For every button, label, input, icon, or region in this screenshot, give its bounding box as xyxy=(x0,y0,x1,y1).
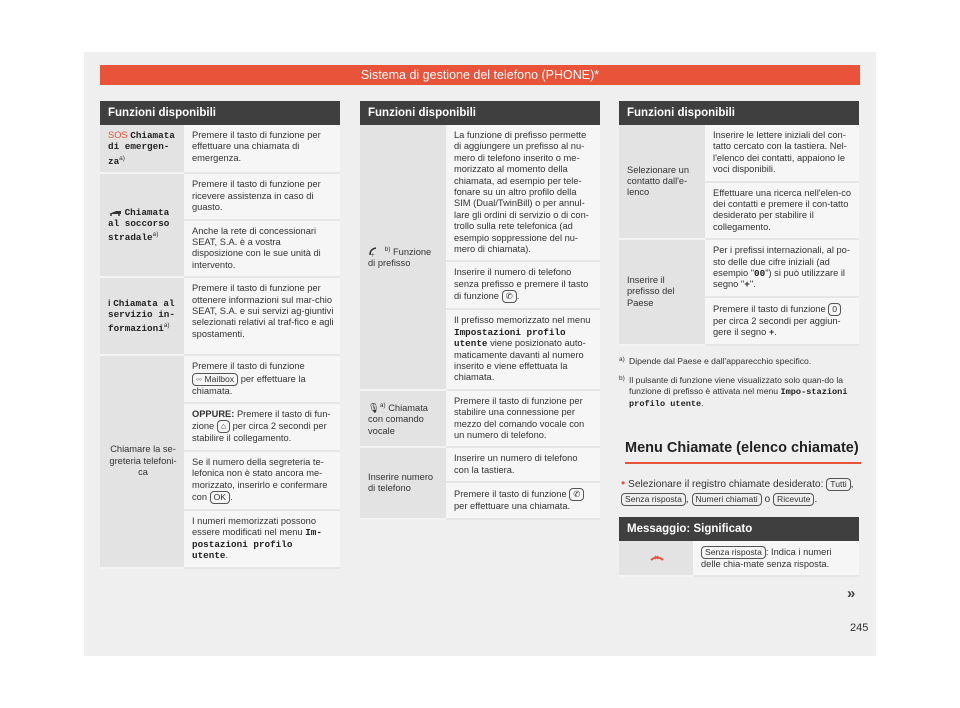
prefix-desc-1: La funzione di prefisso permette di aggiungere un prefisso al nu-mero di telefono inserito o me-morizzato al momento della chiamata, ad esempio per tele-fonare su un altro profilo della SIM (Dual/TwinBill) o per annul-lare gli ordini di servizio o di con-trollo sulla rete telefonica (ad esempio soppressione del nu-mero di chiamata). xyxy=(446,125,600,261)
menu-name: Impostazioni profilo utente xyxy=(454,326,566,350)
phone-prefix-icon xyxy=(368,247,385,257)
voice-cell xyxy=(360,390,446,448)
code: 00 xyxy=(754,268,766,280)
enter-number-desc-1: Inserire un numero di telefono con la tastiera. xyxy=(446,447,600,482)
menu-name: Impo-stazioni profilo utente xyxy=(629,386,848,409)
microphone-icon: 🎙 xyxy=(368,402,380,413)
ok-button: OK xyxy=(210,491,230,504)
text: . xyxy=(701,397,704,408)
text: . xyxy=(225,550,229,561)
enter-number-desc-2 xyxy=(446,482,600,518)
text: . xyxy=(230,492,233,502)
footnote-ref: a) xyxy=(163,322,170,330)
plus-sign: + xyxy=(768,327,775,338)
sos-cell xyxy=(100,125,184,173)
voicemail-desc-4 xyxy=(184,510,340,568)
info-cell xyxy=(100,277,184,355)
mailbox-button xyxy=(192,373,238,386)
text: I numeri memorizzati possono essere modificati nel menu xyxy=(192,516,317,538)
text: Il pulsante di funzione viene visualizzato solo quan-do la funzione di prefisso è attivata nel menu xyxy=(629,374,844,396)
voice-label: Chiamata con comando vocale xyxy=(368,402,428,436)
text: Premere il tasto di funzione xyxy=(192,361,305,372)
footnote-b xyxy=(619,375,859,410)
prefix-desc-2: Inserire il numero di telefono senza prefisso e premere il tasto di funzione ✆ . xyxy=(446,261,600,309)
text: Premere il tasto di fun-zione xyxy=(192,408,331,432)
mailbox-label: Mailbox xyxy=(204,373,235,384)
footnote-marker: b) xyxy=(619,374,625,382)
sos-name: Chiamata di emergen-za xyxy=(108,130,175,167)
voicemail-desc-3 xyxy=(184,451,340,510)
info-name: Chiamata al servizio in-formazioni xyxy=(108,297,175,335)
functions-table-3 xyxy=(619,101,859,577)
all-calls-button: Tutti xyxy=(826,478,850,491)
text: Se il numero della segreteria te-lefonica non è stato ancora me-morizzato, inserirlo e confermare con xyxy=(192,456,328,502)
page-number: 245 xyxy=(850,622,869,634)
text: per effettuare una chiamata. xyxy=(454,501,571,512)
contact-desc-1: Inserire le lettere iniziali del con-tatto cercato con la tastiera. Nel-l'elenco dei contatti, appaiono le voci disponibili. xyxy=(705,125,859,182)
country-desc-2 xyxy=(705,297,859,345)
text: . xyxy=(814,493,818,505)
text: Premere il tasto di funzione xyxy=(713,303,826,314)
phone-prefix-key-icon: ✆ xyxy=(502,290,517,303)
section-header: Sistema di gestione del telefono (PHONE)* xyxy=(100,65,860,85)
roadside-desc-2: Anche la rete di concessionari SEAT, S.A. è a vostra disposizione con le sue unità di intervento. xyxy=(184,220,340,278)
text: Premere il tasto di funzione xyxy=(454,489,567,500)
roadside-cell xyxy=(100,173,184,277)
missed-calls-label: Senza risposta xyxy=(701,546,766,559)
dialed-calls-button: Numeri chiamati xyxy=(692,493,762,506)
text: ". xyxy=(749,279,756,290)
roadside-name: Chiamata al soccorso stradale xyxy=(108,206,170,244)
message-table-heading: Messaggio: Significato xyxy=(619,517,859,541)
text: viene posizionato auto-maticamente davanti al numero inserito e viene effettuata la chiamata. xyxy=(454,338,586,383)
enter-number-label: Inserire numero di telefono xyxy=(360,447,446,518)
text: , xyxy=(850,478,854,490)
sos-desc: Premere il tasto di funzione per effettuare una chiamata di emergenza. xyxy=(184,125,340,173)
voicemail-key-icon: ⌂ xyxy=(217,420,230,433)
missed-call-icon xyxy=(619,541,693,576)
voicemail-desc-2 xyxy=(184,403,340,451)
voicemail-icon: ◦◦ xyxy=(196,373,203,384)
prefix-label: Funzione di prefisso xyxy=(368,246,432,269)
footnote-ref: b) xyxy=(384,245,391,253)
or-label: OPPURE: xyxy=(192,408,235,419)
text: Per i prefissi internazionali, al po-sto delle due cifre iniziali (ad esempio " xyxy=(713,245,850,279)
footnote-ref: a) xyxy=(119,154,125,162)
contact-desc-2: Effettuare una ricerca nell'elen-co dei contatti e premere il con-tatto desiderato per stabilire il collegamento. xyxy=(705,182,859,240)
table-heading: Funzioni disponibili xyxy=(360,101,600,125)
zero-key-button: 0 xyxy=(828,303,841,316)
text: Inserire il numero di telefono senza prefisso e premere il tasto di funzione xyxy=(454,267,589,302)
tow-truck-icon xyxy=(108,207,125,217)
missed-call-desc xyxy=(693,541,859,576)
text: per circa 2 secondi per aggiun-gere il segno xyxy=(713,315,841,338)
table-heading: Funzioni disponibili xyxy=(619,101,859,125)
bullet-select-log xyxy=(621,476,859,507)
text: per circa 2 secondi per stabilire il collegamento. xyxy=(192,421,327,444)
received-calls-button: Ricevute xyxy=(773,493,814,506)
missed-calls-button: Senza risposta xyxy=(621,493,686,506)
table-heading: Funzioni disponibili xyxy=(100,101,340,125)
roadside-desc-1: Premere il tasto di funzione per ricevere assistenza in caso di guasto. xyxy=(184,173,340,219)
text: : Indica i numeri delle chia-mate senza risposta. xyxy=(701,546,832,569)
country-desc-1 xyxy=(705,239,859,297)
info-icon: i xyxy=(108,297,111,308)
prefix-cell xyxy=(360,125,446,390)
plus-sign: + xyxy=(744,279,750,291)
footnote-ref: a) xyxy=(152,231,159,239)
text: , xyxy=(685,493,689,505)
bullet-dot: • xyxy=(621,475,626,490)
functions-table-1 xyxy=(100,101,340,569)
text: Dipende dal Paese e dall'apparecchio specifico. xyxy=(629,355,812,366)
text: . xyxy=(774,327,777,338)
voice-desc: Premere il tasto di funzione per stabilire una connessione per mezzo del comando vocale con un numero di telefono. xyxy=(446,390,600,448)
sos-label: SOS xyxy=(108,130,128,140)
text: o xyxy=(764,493,771,505)
prefix-desc-3 xyxy=(446,309,600,389)
voicemail-desc-1 xyxy=(184,355,340,403)
footnote-ref: a) xyxy=(379,401,386,409)
footnotes xyxy=(619,356,859,410)
contact-label: Selezionare un contatto dall'e-lenco xyxy=(619,125,705,239)
footnote-marker: a) xyxy=(619,355,625,363)
text: Selezionare il registro chiamate desiderato: xyxy=(628,478,824,490)
text: ") si può utilizzare il segno " xyxy=(713,268,845,290)
voicemail-label: Chiamare la se-greteria telefoni-ca xyxy=(100,355,184,567)
country-code-label: Inserire il prefisso del Paese xyxy=(619,239,705,344)
text: per effettuare la chiamata. xyxy=(192,373,306,396)
info-desc: Premere il tasto di funzione per ottenere informazioni sul mar-chio SEAT, S.A. e sui servizi ag-giuntivi selezionati relativi al traf-fico e agli spostamenti. xyxy=(184,277,340,355)
footnote-a xyxy=(619,356,859,367)
phone-call-icon: ✆ xyxy=(569,488,584,501)
menu-calls-title: Menu Chiamate (elenco chiamate) xyxy=(625,440,861,464)
svg-text:+: + xyxy=(371,253,375,259)
functions-table-2 xyxy=(360,101,600,520)
continue-mark: » xyxy=(847,585,856,602)
menu-name: Im-postazioni profilo utente xyxy=(192,527,322,562)
text: Il prefisso memorizzato nel menu xyxy=(454,315,591,326)
